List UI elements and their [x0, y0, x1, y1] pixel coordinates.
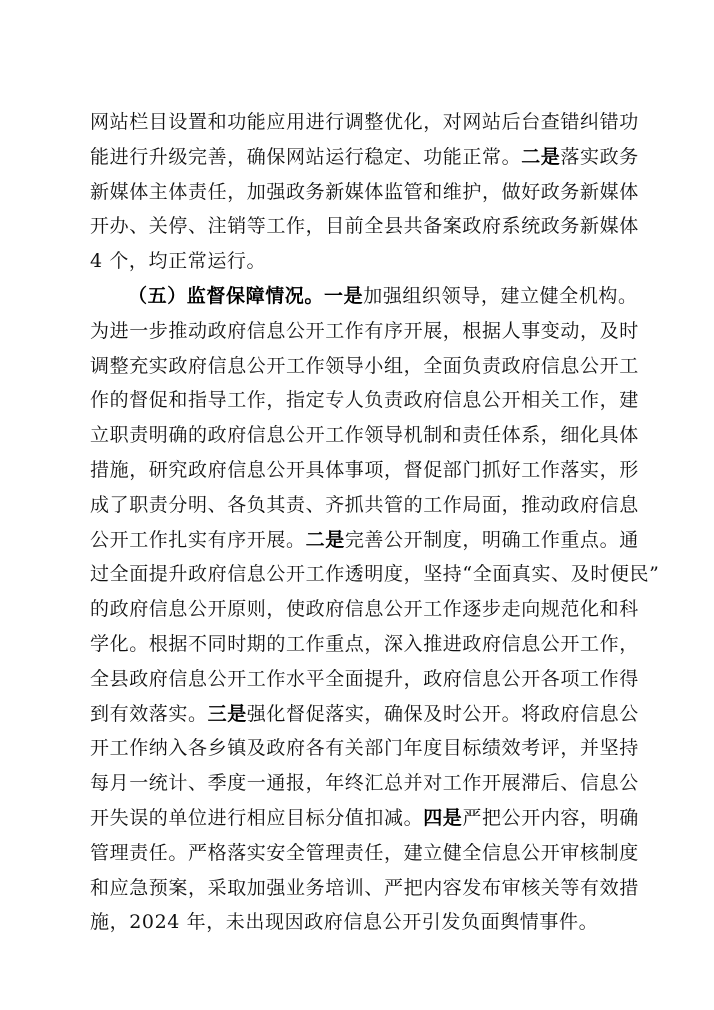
- text-segment: 完善公开制度，明确工作重点。通: [344, 528, 639, 551]
- bold-text-segment: 三是: [207, 702, 247, 725]
- text-line: [90, 627, 639, 662]
- text-segment: 为进一步推动政府信息公开工作有序开展，根据人事变动，及时: [90, 319, 639, 342]
- text-line: [90, 105, 639, 140]
- text-line: [90, 314, 639, 349]
- text-line: [90, 697, 639, 732]
- text-line: [90, 592, 639, 627]
- bold-text-segment: 一是: [324, 284, 364, 307]
- text-segment: 网站栏目设置和功能应用进行调整优化，对网站后台查错纠错功: [90, 111, 639, 133]
- bold-text-segment: 四是: [423, 806, 463, 829]
- text-segment: 施，2024 年，未出现因政府信息公开引发负面舆情事件。: [90, 911, 599, 934]
- text-line: [90, 175, 639, 210]
- text-line: [90, 140, 639, 175]
- text-line: [90, 766, 639, 801]
- text-segment: 开失误的单位进行相应目标分值扣减。: [90, 806, 424, 829]
- text-segment: 新媒体主体责任，加强政务新媒体监管和维护，做好政务新媒体: [90, 180, 639, 203]
- text-segment: 每月一统计、季度一通报，年终汇总并对工作开展滞后、信息公: [90, 772, 639, 795]
- text-segment: 过全面提升政府信息公开工作透明度，坚持“全面真实、及时便民”: [90, 563, 660, 586]
- text-segment: 落实政务: [560, 145, 639, 168]
- text-segment: 调整充实政府信息公开工作领导小组，全面负责政府信息公开工: [90, 354, 639, 377]
- text-segment: 立职责明确的政府信息公开工作领导机制和责任体系，细化具体: [90, 424, 639, 447]
- text-line: [90, 418, 639, 453]
- text-segment: 严把公开内容，明确: [462, 806, 639, 829]
- text-segment: 管理责任。严格落实安全管理责任，建立健全信息公开审核制度: [90, 841, 639, 864]
- text-segment: 和应急预案，采取加强业务培训、严把内容发布审核关等有效措: [90, 876, 639, 899]
- text-segment: 开办、关停、注销等工作，目前全县共备案政府系统政务新媒体: [90, 215, 639, 238]
- text-line: [90, 871, 639, 906]
- text-segment: 全县政府信息公开工作水平全面提升，政府信息公开各项工作得: [90, 667, 639, 690]
- bold-text-segment: 二是: [305, 528, 345, 551]
- text-segment: 到有效落实。: [90, 702, 208, 725]
- text-line: [90, 488, 639, 523]
- text-segment: 的政府信息公开原则，使政府信息公开工作逐步走向规范化和科: [90, 598, 639, 621]
- text-segment: 作的督促和指导工作，指定专人负责政府信息公开相关工作，建: [90, 389, 639, 412]
- text-line: [90, 662, 639, 697]
- text-line: [90, 557, 660, 592]
- text-line: [90, 836, 639, 871]
- text-segment: 开工作纳入各乡镇及政府各有关部门年度目标绩效考评，并坚持: [90, 737, 639, 760]
- text-line: [90, 279, 638, 314]
- text-segment: 加强组织领导，建立健全机构。: [363, 284, 638, 307]
- text-segment: 成了职责分明、各负其责、齐抓共管的工作局面，推动政府信息: [90, 493, 639, 516]
- bold-text-segment: （五）监督保障情况。: [128, 284, 325, 307]
- text-line: [90, 731, 639, 766]
- text-line: [90, 453, 639, 488]
- text-segment: 学化。根据不同时期的工作重点，深入推进政府信息公开工作，: [90, 632, 639, 655]
- text-segment: 公开工作扎实有序开展。: [90, 528, 306, 551]
- text-segment: 措施，研究政府信息公开具体事项，督促部门抓好工作落实，形: [90, 458, 639, 481]
- text-line: [90, 209, 639, 244]
- text-segment: 4 个，均正常运行。: [90, 250, 267, 273]
- bold-text-segment: 二是: [521, 145, 561, 168]
- text-line: [90, 244, 630, 279]
- text-line: [90, 905, 630, 940]
- text-line: [90, 383, 639, 418]
- text-segment: 能进行升级完善，确保网站运行稳定、功能正常。: [90, 145, 522, 168]
- document-body: [90, 105, 660, 940]
- text-segment: 强化督促落实，确保及时公开。将政府信息公: [246, 702, 639, 725]
- text-line: [90, 349, 639, 384]
- text-line: [90, 801, 639, 836]
- text-line: [90, 523, 639, 558]
